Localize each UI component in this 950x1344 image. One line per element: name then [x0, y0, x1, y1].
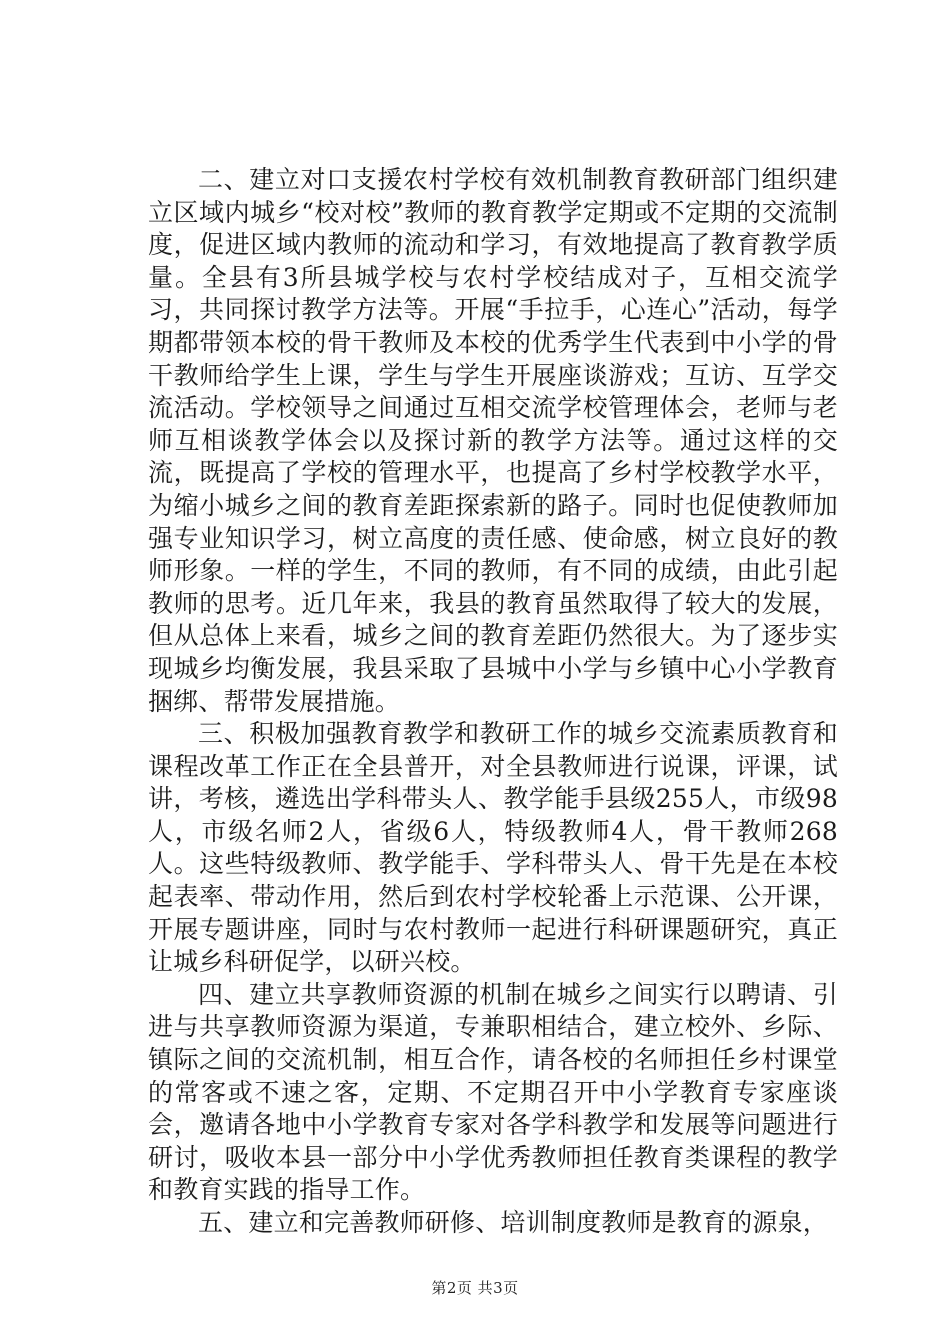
- page-number-footer: 第2页 共3页: [431, 1279, 519, 1297]
- paragraph-3: 三、积极加强教育教学和教研工作的城乡交流素质教育和课程改革工作正在全县普开，对全县教师进行说课，评课，试讲，考核，遴选出学科带头人、教学能手县级255人，市级98人，市级名师2人，省级6人，特级教师4人，骨干教师268人。这些特级教师、教学能手、学科带头人、骨干先是在本校起表率、带动作用，然后到农村学校轮番上示范课、公开课，开展专题讲座，同时与农村教师一起进行科研课题研究，真正让城乡科研促学，以研兴校。: [148, 719, 838, 977]
- paragraph-5: 五、建立和完善教师研修、培训制度教师是教育的源泉，: [198, 1208, 829, 1237]
- paragraph-2: 二、建立对口支援农村学校有效机制教育教研部门组织建立区域内城乡“校对校”教师的教育教学定期或不定期的交流制度，促进区域内教师的流动和学习，有效地提高了教育教学质量。全县有3所县城学校与农村学校结成对子，互相交流学习，共同探讨教学方法等。开展“手拉手，心连心”活动，每学期都带领本校的骨干教师及本校的优秀学生代表到中小学的骨干教师给学生上课，学生与学生开展座谈游戏；互访、互学交流活动。学校领导之间通过互相交流学校管理体会，老师与老师互相谈教学体会以及探讨新的教学方法等。通过这样的交流，既提高了学校的管理水平，也提高了乡村学校教学水平，为缩小城乡之间的教育差距探索新的路子。同时也促使教师加强专业知识学习，树立高度的责任感、使命感，树立良好的教师形象。一样的学生，不同的教师，有不同的成绩，由此引起教师的思考。近几年来，我县的教育虽然取得了较大的发展，但从总体上来看，城乡之间的教育差距仍然很大。为了逐步实现城乡均衡发展，我县采取了县城中小学与乡镇中心小学教育捆绑、帮带发展措施。: [148, 165, 838, 716]
- document-body: [148, 164, 838, 1240]
- paragraph-4: 四、建立共享教师资源的机制在城乡之间实行以聘请、引进与共享教师资源为渠道，专兼职相结合，建立校外、乡际、镇际之间的交流机制，相互合作，请各校的名师担任乡村课堂的常客或不速之客，定期、不定期召开中小学教育专家座谈会，邀请各地中小学教育专家对各学科教学和发展等问题进行研讨，吸收本县一部分中小学优秀教师担任教育类课程的教学和教育实践的指导工作。: [148, 979, 838, 1205]
